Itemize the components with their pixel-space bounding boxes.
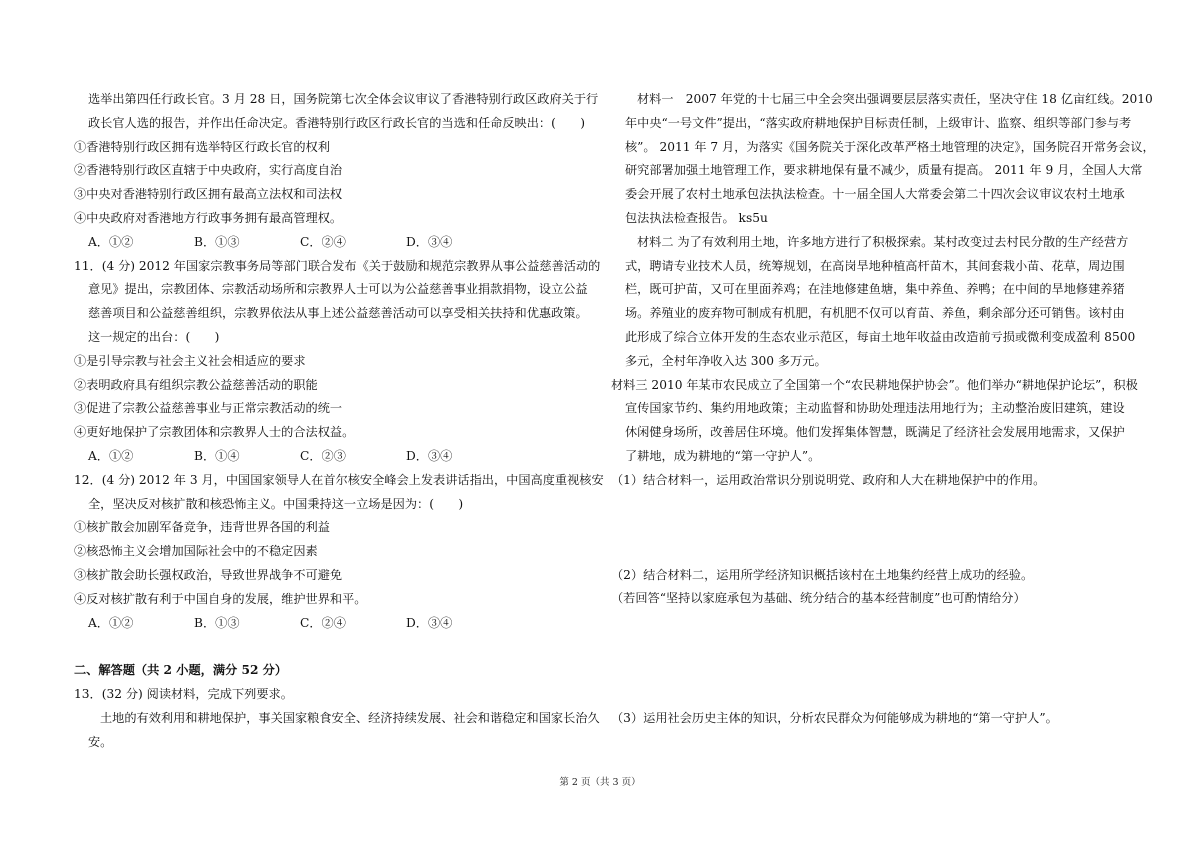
material-2 bbox=[611, 231, 1136, 374]
material-line: 包法执法检查报告。 ks5u bbox=[625, 210, 768, 225]
right-column bbox=[611, 88, 1155, 731]
sub-question-2: （2）结合材料二，运用所学经济知识概括该村在土地集约经营上成功的经验。 bbox=[611, 567, 1034, 582]
material-line: 核”。 2011 年 7 月，为落实《国务院关于深化改革严格土地管理的决定》，国务院召开常务会议， bbox=[625, 139, 1155, 154]
page-footer: 第 2 页（共 3 页） bbox=[559, 777, 641, 788]
material-line: 场。养殖业的废弃物可制成有机肥，有机肥不仅可以育苗、养鱼，剩余部分还可销售。该村由 bbox=[625, 306, 1125, 321]
q11-statement: ③促进了宗教公益慈善事业与正常宗教活动的统一 bbox=[74, 401, 343, 416]
answer-space bbox=[611, 611, 1131, 707]
q13-line: 土地的有效利用和耕地保护，事关国家粮食安全、经济持续发展、社会和谐稳定和国家长治久 bbox=[100, 710, 600, 725]
question-10 bbox=[74, 88, 599, 255]
option-a: A．①② bbox=[88, 448, 134, 463]
material-3 bbox=[611, 374, 1138, 469]
q11-statement: ②表明政府具有组织宗教公益慈善活动的职能 bbox=[74, 377, 318, 392]
q12-statement: ③核扩散会助长强权政治，导致世界战争不可避免 bbox=[74, 567, 343, 582]
q13-line: 安。 bbox=[88, 734, 113, 749]
q12-statement: ①核扩散会加剧军备竞争，违背世界各国的利益 bbox=[74, 520, 330, 535]
material-line: 栏，既可护苗，又可在里面养鸡；在洼地修建鱼塘，集中养鱼、养鸭；在中间的旱地修建养猪 bbox=[625, 282, 1125, 297]
material-line: 宣传国家节约、集约用地政策；主动监督和协助处理违法用地行为；主动整治废旧建筑，建设 bbox=[625, 401, 1125, 416]
q10-options bbox=[74, 231, 592, 255]
option-a: A．①② bbox=[88, 234, 134, 249]
material-line: 材料二 为了有效利用土地，许多地方进行了积极探索。某村改变过去村民分散的生产经营方 bbox=[637, 234, 1129, 249]
material-line: 研究部署加强土地管理工作，要求耕地保有量不减少，质量有提高。 2011 年 9 月，全国人大常 bbox=[625, 163, 1143, 178]
option-d: D．③④ bbox=[406, 448, 453, 463]
material-line: 材料三 2010 年某市农民成立了全国第一个“农民耕地保护协会”。他们举办“耕地保护论坛”，积极 bbox=[611, 377, 1138, 392]
question-12 bbox=[74, 469, 604, 636]
q11-options bbox=[74, 445, 592, 469]
left-column bbox=[74, 88, 604, 755]
spacer bbox=[74, 635, 592, 659]
material-line: 材料一 2007 年党的十七届三中全会突出强调要层层落实责任，坚决守住 18 亿亩红线。2010 bbox=[637, 92, 1153, 106]
sub-question-2-note: （若回答“坚持以家庭承包为基础、统分结合的基本经营制度”也可酌情给分） bbox=[611, 591, 1026, 606]
answer-space bbox=[611, 493, 1131, 564]
q11-statement: ①是引导宗教与社会主义社会相适应的要求 bbox=[74, 353, 306, 368]
q11-line: 这一规定的出台：( ) bbox=[88, 329, 220, 344]
material-line: 休闲健身场所，改善居住环境。他们发挥集体智慧，既满足了经济社会发展用地需求，又保护 bbox=[625, 425, 1125, 440]
option-c: C．②④ bbox=[300, 615, 346, 630]
q10-statement: ③中央对香港特别行政区拥有最高立法权和司法权 bbox=[74, 187, 343, 202]
q10-statement: ②香港特别行政区直辖于中央政府，实行高度自治 bbox=[74, 163, 343, 178]
option-c: C．②③ bbox=[300, 448, 346, 463]
q12-options bbox=[74, 612, 592, 636]
sub-question-1: （1）结合材料一，运用政治常识分别说明党、政府和人大在耕地保护中的作用。 bbox=[611, 472, 1046, 487]
q11-statement: ④更好地保护了宗教团体和宗教界人士的合法权益。 bbox=[74, 425, 355, 440]
q11-line: 慈善项目和公益慈善组织，宗教界依法从事上述公益慈善活动可以享受相关扶持和优惠政策。 bbox=[88, 306, 588, 321]
material-line: 了耕地，成为耕地的“第一守护人”。 bbox=[625, 448, 821, 463]
q10-statement: ①香港特别行政区拥有选举特区行政长官的权利 bbox=[74, 139, 330, 154]
q10-statement: ④中央政府对香港地方行政事务拥有最高管理权。 bbox=[74, 210, 343, 225]
q10-line: 政长官人选的报告，并作出任命决定。香港特别行政区行政长官的当选和任命反映出：( ) bbox=[88, 115, 586, 130]
option-c: C．②④ bbox=[300, 234, 346, 249]
question-11 bbox=[74, 255, 601, 469]
q12-statement: ②核恐怖主义会增加国际社会中的不稳定因素 bbox=[74, 544, 318, 559]
material-line: 多元，全村年净收入达 300 多万元。 bbox=[625, 353, 827, 368]
option-b: B．①④ bbox=[194, 448, 240, 463]
q12-line: 12．(4 分) 2012 年 3 月，中国国家领导人在首尔核安全峰会上发表讲话指出，中国高度重视核安 bbox=[74, 472, 604, 487]
option-d: D．③④ bbox=[406, 234, 453, 249]
option-b: B．①③ bbox=[194, 234, 240, 249]
section-title: 二、解答题（共 2 小题，满分 52 分） bbox=[74, 663, 288, 678]
material-line: 委会开展了农村土地承包法执法检查。十一届全国人大常委会第二十四次会议审议农村土地承 bbox=[625, 187, 1125, 202]
q11-line: 意见》提出，宗教团体、宗教活动场所和宗教界人士可以为公益慈善事业捐款捐物，设立公益 bbox=[88, 282, 588, 297]
option-d: D．③④ bbox=[406, 615, 453, 630]
q10-line: 选举出第四任行政长官。3 月 28 日，国务院第七次全体会议审议了香港特别行政区政府关于行 bbox=[88, 92, 599, 106]
material-line: 此形成了综合立体开发的生态农业示范区，每亩土地年收益由改造前亏损或微利变成盈利 8500 bbox=[625, 329, 1136, 344]
q12-line: 全，坚决反对核扩散和核恐怖主义。中国秉持这一立场是因为：( ) bbox=[88, 496, 464, 511]
material-line: 式，聘请专业技术人员，统筹规划，在高岗旱地种植高杆苗木，其间套栽小苗、花草，周边围 bbox=[625, 258, 1125, 273]
q13-head: 13．(32 分) 阅读材料，完成下列要求。 bbox=[74, 687, 293, 702]
material-line: 年中央“一号文件”提出，“落实政府耕地保护目标责任制，上级审计、监察、组织等部门参与考 bbox=[625, 115, 1132, 130]
question-13 bbox=[74, 683, 600, 754]
option-a: A．①② bbox=[88, 615, 134, 630]
sub-question-3: （3）运用社会历史主体的知识，分析农民群众为何能够成为耕地的“第一守护人”。 bbox=[611, 711, 1058, 726]
material-1 bbox=[611, 88, 1155, 231]
option-b: B．①③ bbox=[194, 615, 240, 630]
q12-statement: ④反对核扩散有利于中国自身的发展，维护世界和平。 bbox=[74, 591, 367, 606]
q11-line: 11．(4 分) 2012 年国家宗教事务局等部门联合发布《关于鼓励和规范宗教界从事公益慈善活动的 bbox=[74, 258, 601, 273]
